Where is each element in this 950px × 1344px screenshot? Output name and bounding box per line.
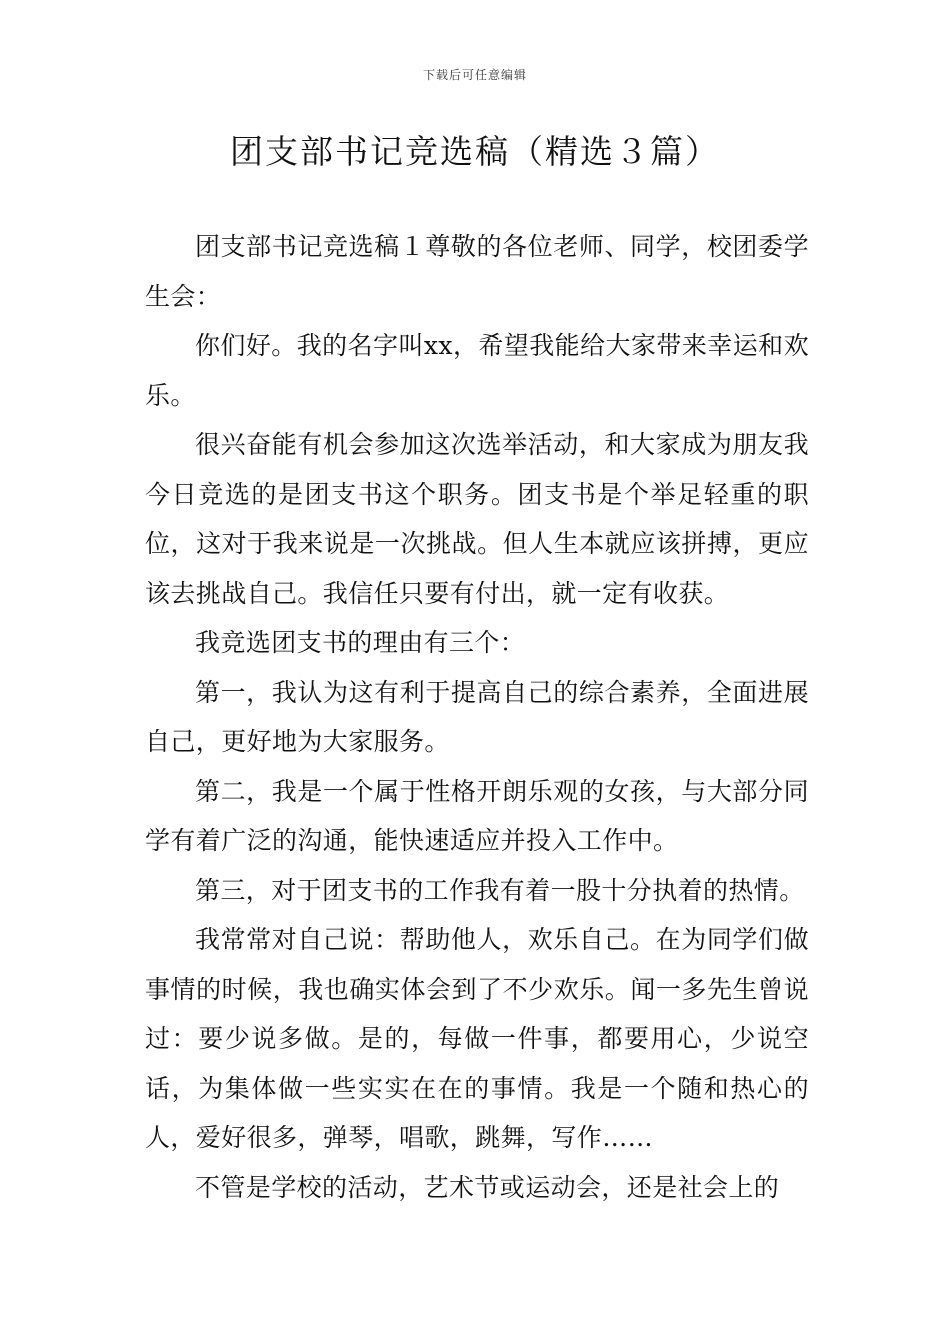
document-body [145,222,809,1212]
paragraph-self-description: 我常常对自己说：帮助他人，欢乐自己。在为同学们做事情的时候，我也确实体会到了不少欢乐。闻一多先生曾说过：要少说多做。是的，每做一件事，都要用心，少说空话，为集体做一些实实在在的事情。我是一个随和热心的人，爱好很多，弹琴，唱歌，跳舞，写作…… [145,925,809,1152]
paragraph-greeting: 团支部书记竞选稿１尊敬的各位老师、同学，校团委学生会： [145,232,809,311]
paragraph-intro: 你们好。我的名字叫xx，希望我能给大家带来幸运和欢乐。 [145,331,809,410]
paragraph-reasons-heading: 我竞选团支书的理由有三个： [195,628,526,657]
paragraph-reason-three: 第三，对于团支书的工作我有着一股十分执着的热情。 [195,875,805,905]
paragraph-reason-two: 第二，我是一个属于性格开朗乐观的女孩，与大部分同学有着广泛的沟通，能快速适应并投入工作中。 [145,776,809,855]
document-title: 团支部书记竞选稿（精选３篇） [230,132,720,171]
paragraph-reason-one: 第一，我认为这有利于提高自己的综合素养，全面进展自己，更好地为大家服务。 [145,677,809,756]
header-note: 下载后可任意编辑 [422,68,527,82]
paragraph-activities: 不管是学校的活动，艺术节或运动会，还是社会上的 [195,1172,780,1202]
paragraph-motivation: 很兴奋能有机会参加这次选举活动，和大家成为朋友我今日竞选的是团支书这个职务。团支书是个举足轻重的职位，这对于我来说是一次挑战。但人生本就应该拼搏，更应该去挑战自己。我信任只要有付出，就一定有收获。 [145,430,809,608]
